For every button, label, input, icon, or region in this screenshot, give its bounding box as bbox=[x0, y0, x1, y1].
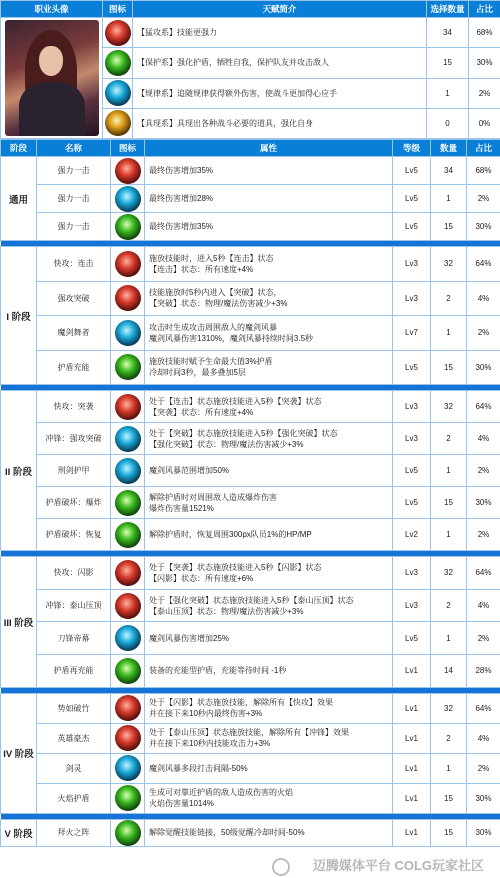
skill-level: Lv1 bbox=[393, 655, 431, 688]
talent-icon-cell bbox=[103, 18, 133, 48]
skill-attribute-line: 施放技能时赋予生命最大值3%护盾 bbox=[149, 357, 273, 367]
skill-name: 强力一击 bbox=[37, 213, 111, 241]
skill-attribute-line: 解除觉醒技能链接，50级觉醒冷却时间-50% bbox=[149, 828, 305, 838]
skill-attribute bbox=[145, 350, 393, 385]
skill-icon-cell bbox=[111, 316, 145, 351]
skill-attribute-line: 处于【泰山压顶】状态施放技能，解除所有【冲锋】效果 bbox=[149, 728, 349, 738]
skill-attribute-line: 冷却时间3秒，最多叠加5层 bbox=[149, 368, 246, 378]
watermark-text: 迈腾媒体平台 COLG玩家社区 bbox=[312, 858, 484, 873]
skill-level: Lv3 bbox=[393, 557, 431, 590]
skill-icon-cell bbox=[111, 157, 145, 185]
skill-attribute bbox=[145, 455, 393, 487]
skill-name: 冲锋：泰山压顶 bbox=[37, 589, 111, 622]
cyan-rune-icon bbox=[115, 625, 141, 651]
skill-attribute-line: 【强化突破】状态：物理/魔法伤害减少+3% bbox=[149, 439, 304, 449]
skill-pct: 2% bbox=[467, 622, 500, 655]
skill-row bbox=[1, 350, 500, 385]
skill-pct: 2% bbox=[467, 455, 500, 487]
skill-count: 34 bbox=[431, 157, 467, 185]
skill-attribute bbox=[145, 819, 393, 846]
skill-attribute-line: 处于【突袭】状态施放技能进入5秒【闪影】状态 bbox=[149, 562, 322, 572]
stage-skill-table bbox=[0, 139, 500, 847]
skill-attribute bbox=[145, 185, 393, 213]
skill-attribute bbox=[145, 655, 393, 688]
talent-count: 1 bbox=[427, 78, 469, 108]
green-rune-icon bbox=[115, 490, 141, 516]
skill-level: Lv3 bbox=[393, 589, 431, 622]
skill-name: 护盾再充能 bbox=[37, 655, 111, 688]
green-rune-icon bbox=[115, 820, 141, 846]
skill-icon-cell bbox=[111, 455, 145, 487]
skill-row bbox=[1, 423, 500, 455]
green-rune-icon bbox=[115, 214, 141, 240]
skill-row bbox=[1, 487, 500, 519]
skill-pct: 4% bbox=[467, 589, 500, 622]
skill-count: 15 bbox=[431, 819, 467, 846]
skill-pct: 4% bbox=[467, 423, 500, 455]
skill-count: 2 bbox=[431, 423, 467, 455]
skill-icon-cell bbox=[111, 693, 145, 723]
skill-level: Lv5 bbox=[393, 622, 431, 655]
skill-level: Lv5 bbox=[393, 185, 431, 213]
skill-icon-cell bbox=[111, 655, 145, 688]
skill-attribute-line: 【突袭】状态：所有速度+4% bbox=[149, 407, 254, 417]
skill-attribute-line: 最终伤害增加28% bbox=[149, 194, 214, 203]
stage-label: 通用 bbox=[1, 157, 37, 241]
skill-name: 刀锋帝幕 bbox=[37, 622, 111, 655]
talent-desc: 【规律系】追随规律获得额外伤害，使战斗更加得心应手 bbox=[133, 78, 427, 108]
skill-pct: 30% bbox=[467, 213, 500, 241]
skill-attribute bbox=[145, 723, 393, 753]
red-rune-icon bbox=[115, 593, 141, 619]
skill-attribute-line: 解除护盾时，恢复周围300px队员1%的HP/MP bbox=[149, 530, 312, 539]
talent-desc: 【具现系】具现出各种战斗必要的道具，强化自身 bbox=[133, 108, 427, 138]
skill-name: 快攻：闪影 bbox=[37, 557, 111, 590]
skill-attribute bbox=[145, 487, 393, 519]
avatar bbox=[5, 20, 99, 136]
main-header-row bbox=[1, 140, 500, 157]
skill-row bbox=[1, 693, 500, 723]
skill-level: Lv5 bbox=[393, 455, 431, 487]
skill-level: Lv7 bbox=[393, 316, 431, 351]
skill-attribute bbox=[145, 622, 393, 655]
header-level: 等级 bbox=[393, 140, 431, 157]
skill-attribute-line: 火焰伤害量1014% bbox=[149, 799, 214, 809]
skill-count: 1 bbox=[431, 185, 467, 213]
skill-attribute-line: 最终伤害增加35% bbox=[149, 222, 214, 231]
skill-pct: 30% bbox=[467, 783, 500, 813]
talent-desc: 【猛攻系】技能更强力 bbox=[133, 18, 427, 48]
stage-label: V 阶段 bbox=[1, 819, 37, 846]
skill-attribute-line: 技能施放时5秒内进入【突破】状态， bbox=[149, 288, 282, 298]
red-rune-icon bbox=[115, 695, 141, 721]
skill-count: 14 bbox=[431, 655, 467, 688]
skill-row bbox=[1, 723, 500, 753]
cyan-rune-icon bbox=[115, 426, 141, 452]
skill-attribute bbox=[145, 557, 393, 590]
skill-icon-cell bbox=[111, 622, 145, 655]
talent-desc: 【保护系】强化护盾，牺牲自我，保护队友并攻击敌人 bbox=[133, 48, 427, 78]
green-rune-icon bbox=[115, 658, 141, 684]
talent-pct: 0% bbox=[469, 108, 500, 138]
skill-icon-cell bbox=[111, 487, 145, 519]
skill-name: 护盾充能 bbox=[37, 350, 111, 385]
skill-level: Lv5 bbox=[393, 157, 431, 185]
skill-icon-cell bbox=[111, 247, 145, 282]
talent-icon-cell bbox=[103, 108, 133, 138]
green-rune-icon bbox=[115, 522, 141, 548]
skill-count: 2 bbox=[431, 589, 467, 622]
skill-count: 15 bbox=[431, 487, 467, 519]
skill-attribute bbox=[145, 783, 393, 813]
skill-name: 刑剑护甲 bbox=[37, 455, 111, 487]
skill-row bbox=[1, 391, 500, 423]
skill-name: 快攻：突袭 bbox=[37, 391, 111, 423]
skill-attribute-line: 处于【闪影】状态施放技能，解除所有【快攻】效果 bbox=[149, 698, 333, 708]
skill-row bbox=[1, 753, 500, 783]
skill-pct: 2% bbox=[467, 753, 500, 783]
green-rune-icon bbox=[115, 354, 141, 380]
red-rune-icon bbox=[115, 251, 141, 277]
skill-attribute bbox=[145, 316, 393, 351]
skill-attribute-line: 处于【突破】状态施放技能进入5秒【强化突破】状态 bbox=[149, 428, 338, 438]
skill-pct: 68% bbox=[467, 157, 500, 185]
talent-count: 15 bbox=[427, 48, 469, 78]
skill-attribute-line: 魔剑风暴多段打击间隔-50% bbox=[149, 763, 248, 773]
talent-icon-cell bbox=[103, 48, 133, 78]
skill-name: 冲锋：强攻突破 bbox=[37, 423, 111, 455]
skill-level: Lv1 bbox=[393, 723, 431, 753]
skill-pct: 2% bbox=[467, 185, 500, 213]
red-rune-icon bbox=[115, 158, 141, 184]
header-icon: 图标 bbox=[111, 140, 145, 157]
skill-count: 32 bbox=[431, 693, 467, 723]
skill-row bbox=[1, 281, 500, 316]
skill-pct: 64% bbox=[467, 693, 500, 723]
skill-pct: 64% bbox=[467, 391, 500, 423]
skill-pct: 64% bbox=[467, 247, 500, 282]
red-rune-icon bbox=[115, 394, 141, 420]
skill-attribute-line: 施放技能时，进入5秒【连击】状态 bbox=[149, 253, 274, 263]
skill-level: Lv1 bbox=[393, 753, 431, 783]
green-rune-icon bbox=[105, 50, 131, 76]
talent-count: 0 bbox=[427, 108, 469, 138]
cyan-rune-icon bbox=[115, 186, 141, 212]
cyan-rune-icon bbox=[115, 458, 141, 484]
skill-icon-cell bbox=[111, 519, 145, 551]
skill-pct: 2% bbox=[467, 316, 500, 351]
skill-pct: 4% bbox=[467, 281, 500, 316]
talent-row bbox=[1, 18, 500, 48]
skill-row bbox=[1, 157, 500, 185]
skill-attribute-line: 【连击】状态：所有速度+4% bbox=[149, 264, 254, 274]
skill-attribute bbox=[145, 753, 393, 783]
header-icon: 图标 bbox=[103, 1, 133, 18]
skill-icon-cell bbox=[111, 557, 145, 590]
skill-level: Lv2 bbox=[393, 519, 431, 551]
skill-icon-cell bbox=[111, 350, 145, 385]
skill-attribute-line: 处于【连击】状态施放技能进入5秒【突袭】状态 bbox=[149, 396, 322, 406]
skill-attribute bbox=[145, 281, 393, 316]
skill-attribute-line: 【突破】状态：物理/魔法伤害减少+3% bbox=[149, 299, 288, 309]
skill-attribute-line: 解除护盾时对周围敌人造成爆炸伤害 bbox=[149, 492, 277, 502]
skill-attribute-line: 最终伤害增加35% bbox=[149, 166, 214, 175]
skill-pct: 2% bbox=[467, 519, 500, 551]
watermark-logo-icon bbox=[272, 858, 290, 876]
talent-header-row bbox=[1, 1, 500, 18]
skill-attribute bbox=[145, 247, 393, 282]
skill-row bbox=[1, 213, 500, 241]
skill-row bbox=[1, 316, 500, 351]
header-stage: 阶段 bbox=[1, 140, 37, 157]
header-avatar: 职业头像 bbox=[1, 1, 103, 18]
skill-name: 势如破竹 bbox=[37, 693, 111, 723]
skill-name: 护盾破坏：爆炸 bbox=[37, 487, 111, 519]
skill-level: Lv5 bbox=[393, 350, 431, 385]
skill-pct: 30% bbox=[467, 350, 500, 385]
talent-icon-cell bbox=[103, 78, 133, 108]
skill-level: Lv5 bbox=[393, 213, 431, 241]
skill-level: Lv3 bbox=[393, 423, 431, 455]
skill-count: 1 bbox=[431, 519, 467, 551]
skill-name: 英雄豪杰 bbox=[37, 723, 111, 753]
skill-count: 15 bbox=[431, 213, 467, 241]
skill-attribute bbox=[145, 589, 393, 622]
header-ratio: 占比 bbox=[467, 140, 500, 157]
stage-label: II 阶段 bbox=[1, 391, 37, 551]
skill-attribute bbox=[145, 519, 393, 551]
skill-row bbox=[1, 622, 500, 655]
avatar-cell bbox=[1, 18, 103, 139]
skill-icon-cell bbox=[111, 391, 145, 423]
skill-pct: 30% bbox=[467, 819, 500, 846]
skill-attribute-line: 爆炸伤害量1521% bbox=[149, 503, 214, 513]
skill-count: 1 bbox=[431, 753, 467, 783]
skill-level: Lv3 bbox=[393, 247, 431, 282]
skill-row bbox=[1, 519, 500, 551]
skill-row bbox=[1, 589, 500, 622]
skill-count: 2 bbox=[431, 723, 467, 753]
red-rune-icon bbox=[115, 285, 141, 311]
skill-icon-cell bbox=[111, 723, 145, 753]
header-count: 数量 bbox=[431, 140, 467, 157]
skill-attribute-line: 处于【强化突破】状态施放技能进入5秒【泰山压顶】状态 bbox=[149, 595, 354, 605]
skill-attribute bbox=[145, 423, 393, 455]
skill-count: 2 bbox=[431, 281, 467, 316]
header-select-count: 选择数量 bbox=[427, 1, 469, 18]
header-name: 名称 bbox=[37, 140, 111, 157]
skill-attribute-line: 【闪影】状态：所有速度+6% bbox=[149, 573, 254, 583]
skill-row bbox=[1, 819, 500, 846]
gold-rune-icon bbox=[105, 110, 131, 136]
skill-level: Lv3 bbox=[393, 391, 431, 423]
skill-count: 15 bbox=[431, 350, 467, 385]
skill-icon-cell bbox=[111, 185, 145, 213]
skill-icon-cell bbox=[111, 213, 145, 241]
skill-level: Lv1 bbox=[393, 693, 431, 723]
skill-attribute-line: 并在接下来10秒内技能攻击力+3% bbox=[149, 739, 271, 749]
skill-name: 强力一击 bbox=[37, 157, 111, 185]
talent-summary-table bbox=[0, 0, 500, 139]
skill-attribute-line: 魔剑风暴范围增加50% bbox=[149, 466, 230, 475]
red-rune-icon bbox=[115, 725, 141, 751]
talent-count: 34 bbox=[427, 18, 469, 48]
stage-label: IV 阶段 bbox=[1, 693, 37, 813]
skill-name: 强力一击 bbox=[37, 185, 111, 213]
skill-attribute-line: 魔剑风暴伤害1310%，魔剑风暴持续时间3.5秒 bbox=[149, 333, 314, 343]
skill-count: 1 bbox=[431, 455, 467, 487]
red-rune-icon bbox=[105, 20, 131, 46]
skill-attribute bbox=[145, 693, 393, 723]
skill-name: 护盾破坏：恢复 bbox=[37, 519, 111, 551]
talent-pct: 2% bbox=[469, 78, 500, 108]
header-attribute: 属性 bbox=[145, 140, 393, 157]
cyan-rune-icon bbox=[105, 80, 131, 106]
skill-icon-cell bbox=[111, 589, 145, 622]
green-rune-icon bbox=[115, 785, 141, 811]
skill-attribute-line: 并在接下来10秒内最终伤害+3% bbox=[149, 709, 263, 719]
skill-icon-cell bbox=[111, 423, 145, 455]
skill-name: 魔剑舞者 bbox=[37, 316, 111, 351]
skill-count: 32 bbox=[431, 391, 467, 423]
skill-row bbox=[1, 455, 500, 487]
skill-row bbox=[1, 247, 500, 282]
red-rune-icon bbox=[115, 560, 141, 586]
skill-icon-cell bbox=[111, 753, 145, 783]
skill-count: 15 bbox=[431, 783, 467, 813]
skill-icon-cell bbox=[111, 281, 145, 316]
skill-name: 强攻突破 bbox=[37, 281, 111, 316]
talent-pct: 30% bbox=[469, 48, 500, 78]
skill-attribute-line: 攻击时生成攻击周围敌人的魔剑风暴 bbox=[149, 322, 277, 332]
skill-count: 1 bbox=[431, 622, 467, 655]
skill-row bbox=[1, 185, 500, 213]
skill-level: Lv5 bbox=[393, 487, 431, 519]
skill-attribute-line: 生成可对靠近护盾的敌人造成伤害的火焰 bbox=[149, 788, 293, 798]
header-ratio: 占比 bbox=[469, 1, 500, 18]
skill-row bbox=[1, 783, 500, 813]
skill-level: Lv1 bbox=[393, 819, 431, 846]
skill-count: 1 bbox=[431, 316, 467, 351]
skill-row bbox=[1, 557, 500, 590]
stage-label: I 阶段 bbox=[1, 247, 37, 385]
cyan-rune-icon bbox=[115, 320, 141, 346]
skill-count: 32 bbox=[431, 247, 467, 282]
skill-name: 拜火之阵 bbox=[37, 819, 111, 846]
skill-attribute-line: 【泰山压顶】状态：物理/魔法伤害减少+3% bbox=[149, 606, 304, 616]
stage-label: III 阶段 bbox=[1, 557, 37, 688]
skill-attribute bbox=[145, 157, 393, 185]
cyan-rune-icon bbox=[115, 755, 141, 781]
header-talent-intro: 天赋简介 bbox=[133, 1, 427, 18]
skill-attribute-line: 装备的充能型护盾，充能等待时间 -1秒 bbox=[149, 666, 287, 676]
skill-icon-cell bbox=[111, 819, 145, 846]
skill-name: 火焰护盾 bbox=[37, 783, 111, 813]
skill-attribute bbox=[145, 391, 393, 423]
skill-row bbox=[1, 655, 500, 688]
skill-level: Lv1 bbox=[393, 783, 431, 813]
skill-pct: 64% bbox=[467, 557, 500, 590]
skill-pct: 28% bbox=[467, 655, 500, 688]
skill-count: 32 bbox=[431, 557, 467, 590]
talent-pct: 68% bbox=[469, 18, 500, 48]
skill-attribute bbox=[145, 213, 393, 241]
skill-attribute-line: 魔剑风暴伤害增加25% bbox=[149, 633, 230, 643]
skill-pct: 30% bbox=[467, 487, 500, 519]
skill-name: 快攻：连击 bbox=[37, 247, 111, 282]
skill-pct: 4% bbox=[467, 723, 500, 753]
skill-icon-cell bbox=[111, 783, 145, 813]
skill-name: 剑灵 bbox=[37, 753, 111, 783]
skill-level: Lv3 bbox=[393, 281, 431, 316]
